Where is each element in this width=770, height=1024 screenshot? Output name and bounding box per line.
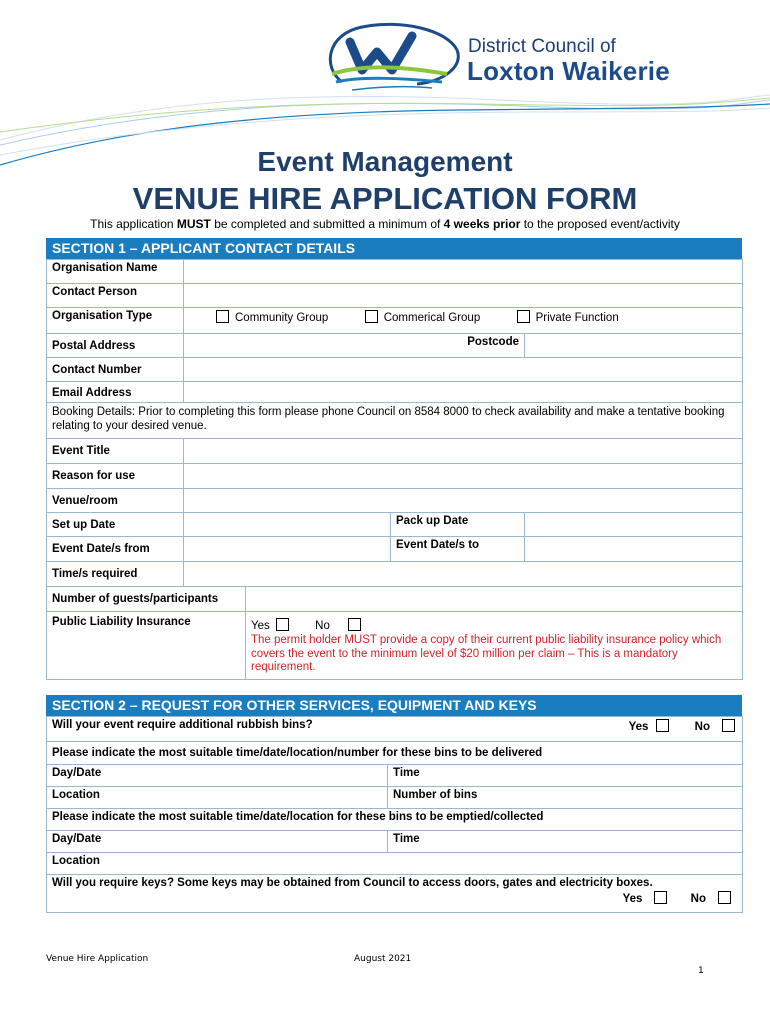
section2-table [46, 716, 743, 913]
page-title: Event Management [257, 146, 513, 177]
postcode-field[interactable] [525, 334, 743, 358]
commercial-group-label: Commerical Group [383, 312, 481, 324]
bins-yes-label: Yes [628, 721, 649, 733]
liability-no-label: No [315, 620, 330, 632]
row-contact-number [47, 358, 743, 382]
postal-address-label: Postal Address [47, 334, 184, 358]
email-field[interactable] [184, 382, 743, 403]
row-guests [47, 587, 743, 612]
section2-heading: SECTION 2 – REQUEST FOR OTHER SERVICES, EQUIPMENT AND KEYS [46, 695, 742, 716]
deliver-number-bins[interactable]: Number of bins [388, 787, 743, 809]
row-organisation-name [47, 260, 743, 284]
guests-label: Number of guests/participants [47, 587, 246, 612]
times-label: Time/s required [47, 562, 184, 587]
organisation-name-label: Organisation Name [47, 260, 184, 284]
org-name-line1: District Council of [468, 36, 616, 57]
event-to-field[interactable] [525, 537, 743, 562]
footer-date: August 2021 [354, 954, 412, 964]
row-email [47, 382, 743, 403]
organisation-name-field[interactable] [184, 260, 743, 284]
event-title-label: Event Title [47, 439, 184, 464]
keys-question: Will you require keys? Some keys may be obtained from Council to access doors, gates and electricity boxes. Yes No [47, 875, 743, 913]
liability-options [246, 612, 743, 680]
bins-question: Will your event require additional rubbish bins? Yes No [47, 717, 743, 742]
row-booking-details [47, 403, 743, 439]
postal-address-field[interactable] [184, 334, 391, 358]
row-postal-address [47, 334, 743, 358]
email-label: Email Address [47, 382, 184, 403]
packup-date-field[interactable] [525, 513, 743, 537]
row-keys-question [47, 875, 743, 913]
liability-label: Public Liability Insurance [47, 612, 246, 680]
setup-date-field[interactable] [184, 513, 391, 537]
liability-yes-label: Yes [251, 620, 270, 632]
liability-yes-checkbox[interactable] [276, 618, 289, 631]
keys-yes-label: Yes [622, 893, 643, 905]
keys-yes-checkbox[interactable] [654, 891, 667, 904]
page-subtitle: VENUE HIRE APPLICATION FORM [132, 181, 638, 216]
row-reason [47, 464, 743, 489]
section1-heading: SECTION 1 – APPLICANT CONTACT DETAILS [46, 238, 742, 259]
page-number: 1 [698, 966, 704, 976]
deliver-location[interactable]: Location [47, 787, 388, 809]
row-deliver-date [47, 765, 743, 787]
row-deliver-location [47, 787, 743, 809]
liability-no-checkbox[interactable] [348, 618, 361, 631]
row-contact-person [47, 284, 743, 308]
row-deliver-question [47, 742, 743, 765]
event-from-field[interactable] [184, 537, 391, 562]
collect-time[interactable]: Time [388, 831, 743, 853]
keys-no-label: No [690, 893, 706, 905]
event-from-label: Event Date/s from [47, 537, 184, 562]
private-function-label: Private Function [535, 312, 619, 324]
postcode-label: Postcode [391, 334, 525, 358]
bins-no-label: No [694, 721, 710, 733]
contact-person-label: Contact Person [47, 284, 184, 308]
row-collect-question [47, 809, 743, 831]
section1-table [46, 259, 743, 680]
setup-date-label: Set up Date [47, 513, 184, 537]
venue-field[interactable] [184, 489, 743, 513]
private-function-checkbox[interactable] [517, 310, 530, 323]
row-collect-location [47, 853, 743, 875]
row-venue [47, 489, 743, 513]
bins-no-checkbox[interactable] [722, 719, 735, 732]
keys-no-checkbox[interactable] [718, 891, 731, 904]
commercial-group-checkbox[interactable] [365, 310, 378, 323]
deliver-question: Please indicate the most suitable time/date/location/number for these bins to be delivered [47, 742, 743, 765]
liability-note: The permit holder MUST provide a copy of their current public liability insurance policy which covers the event to the minimum level of $20 million per claim – This is a mandatory requirement. [251, 634, 722, 673]
deliver-time[interactable]: Time [388, 765, 743, 787]
event-to-label: Event Date/s to [391, 537, 525, 562]
booking-details-text: Booking Details: Prior to completing this form please phone Council on 8584 8000 to check availability and make a tentative booking relating to your desired venue. [47, 403, 743, 439]
guests-field[interactable] [246, 587, 743, 612]
contact-number-label: Contact Number [47, 358, 184, 382]
community-group-checkbox[interactable] [216, 310, 229, 323]
row-organisation-type [47, 308, 743, 334]
reason-field[interactable] [184, 464, 743, 489]
footer-left: Venue Hire Application [46, 954, 149, 964]
bins-yes-checkbox[interactable] [656, 719, 669, 732]
event-title-field[interactable] [184, 439, 743, 464]
collect-location[interactable]: Location [47, 853, 743, 875]
times-field[interactable] [184, 562, 743, 587]
contact-number-field[interactable] [184, 358, 743, 382]
row-setup-date [47, 513, 743, 537]
reason-label: Reason for use [47, 464, 184, 489]
row-bins-question [47, 717, 743, 742]
organisation-type-options [184, 308, 743, 334]
packup-date-label: Pack up Date [391, 513, 525, 537]
lw-logo [322, 22, 466, 100]
collect-day-date[interactable]: Day/Date [47, 831, 388, 853]
row-liability [47, 612, 743, 680]
org-name-line2: Loxton Waikerie [467, 56, 670, 86]
intro-text: This application MUST be completed and submitted a minimum of 4 weeks prior to the proposed event/activity [90, 217, 680, 231]
deliver-day-date[interactable]: Day/Date [47, 765, 388, 787]
row-event-dates [47, 537, 743, 562]
contact-person-field[interactable] [184, 284, 743, 308]
community-group-label: Community Group [235, 312, 329, 324]
row-event-title [47, 439, 743, 464]
row-times [47, 562, 743, 587]
collect-question: Please indicate the most suitable time/date/location for these bins to be emptied/collected [47, 809, 743, 831]
row-collect-date [47, 831, 743, 853]
organisation-type-label: Organisation Type [47, 308, 184, 334]
venue-label: Venue/room [47, 489, 184, 513]
